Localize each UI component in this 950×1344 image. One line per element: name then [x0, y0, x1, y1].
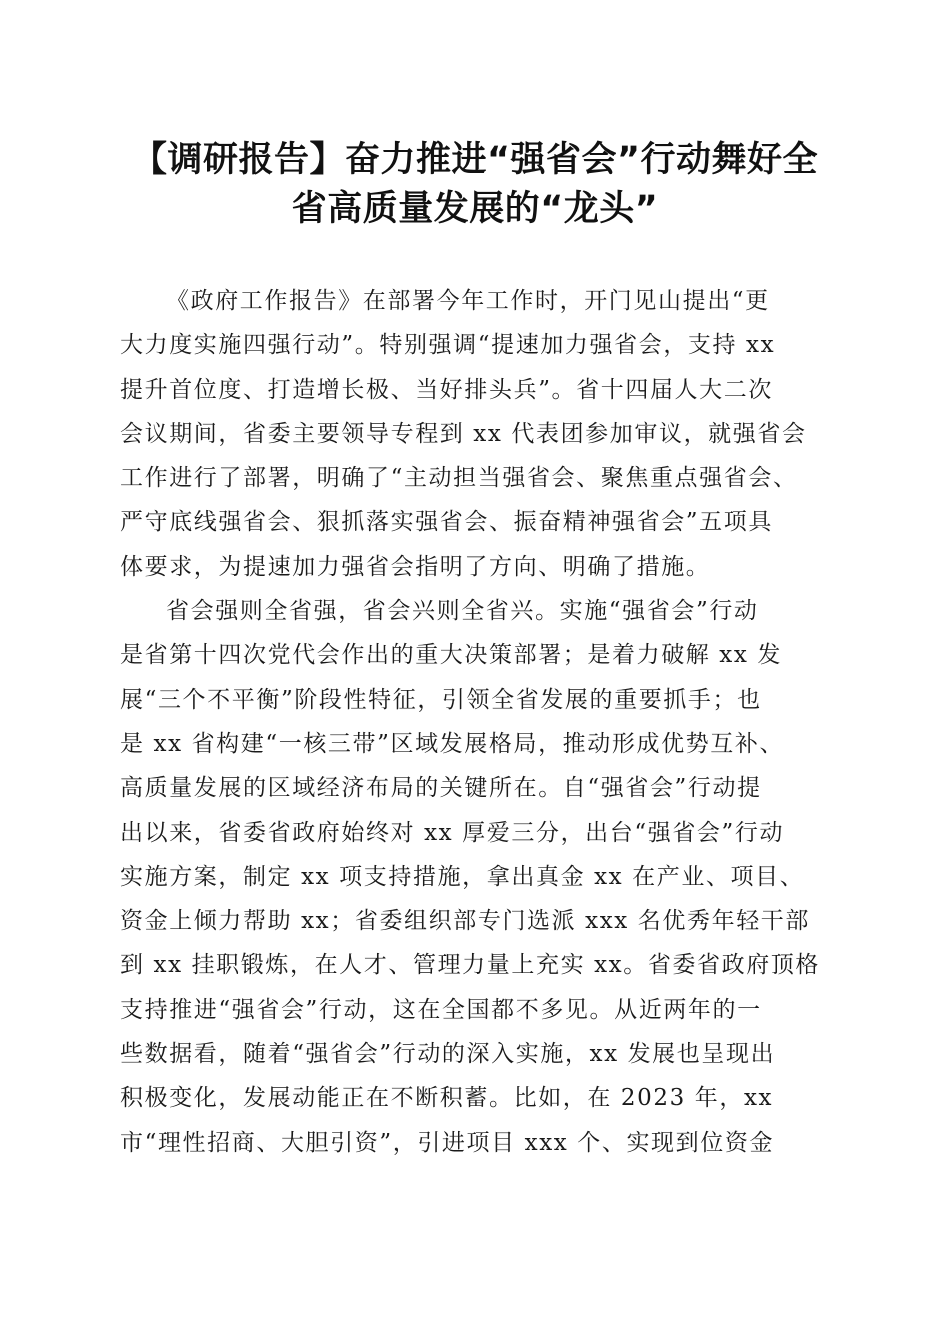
paragraph-line: 高质量发展的区域经济布局的关键所在。自“强省会”行动提: [120, 775, 762, 802]
paragraph-2: [120, 589, 830, 1165]
document-body: [120, 279, 830, 1165]
paragraph-line: 工作进行了部署，明确了“主动担当强省会、聚焦重点强省会、: [120, 465, 798, 492]
paragraph-line: 会议期间，省委主要领导专程到 xx 代表团参加审议，就强省会: [120, 420, 807, 447]
paragraph-line: 到 xx 挂职锻炼，在人才、管理力量上充实 xx。省委省政府顶格: [120, 952, 821, 979]
paragraph-line: 积极变化，发展动能正在不断积蓄。比如，在 2023 年，xx: [120, 1085, 774, 1112]
paragraph-line: 是省第十四次党代会作出的重大决策部署；是着力破解 xx 发: [120, 642, 782, 669]
paragraph-line: 资金上倾力帮助 xx；省委组织部专门选派 xxx 名优秀年轻干部: [120, 908, 810, 935]
paragraph-line: 《政府工作报告》在部署今年工作时，开门见山提出“更: [166, 288, 770, 314]
title-line-2: 省高质量发展的“龙头”: [291, 189, 659, 229]
paragraph-line: 大力度实施四强行动”。特别强调“提速加力强省会，支持 xx: [120, 332, 776, 359]
paragraph-line: 出以来，省委省政府始终对 xx 厚爱三分，出台“强省会”行动: [120, 819, 785, 846]
paragraph-line: 体要求，为提速加力强省会指明了方向、明确了措施。: [120, 553, 711, 580]
document-title: [100, 136, 850, 234]
paragraph-line: 是 xx 省构建“一核三带”区域发展格局，推动形成优势互补、: [120, 730, 785, 757]
paragraph-line: 提升首位度、打造增长极、当好排头兵”。省十四届人大二次: [120, 376, 773, 403]
paragraph-1: [120, 279, 830, 589]
paragraph-line: 展“三个不平衡”阶段性特征，引领全省发展的重要抓手；也: [120, 686, 762, 713]
paragraph-line: 严守底线强省会、狠抓落实强省会、振奋精神强省会”五项具: [120, 509, 773, 536]
paragraph-line: 些数据看，随着“强省会”行动的深入实施，xx 发展也呈现出: [120, 1041, 776, 1068]
title-line-1: 【调研报告】奋力推进“强省会”行动舞好全: [131, 140, 818, 180]
paragraph-line: 实施方案，制定 xx 项支持措施，拿出真金 xx 在产业、项目、: [120, 863, 805, 890]
paragraph-line: 支持推进“强省会”行动，这在全国都不多见。从近两年的一: [120, 996, 762, 1023]
paragraph-line: 市“理性招商、大胆引资”，引进项目 xxx 个、实现到位资金: [120, 1129, 775, 1156]
paragraph-line: 省会强则全省强，省会兴则全省兴。实施“强省会”行动: [166, 598, 759, 625]
